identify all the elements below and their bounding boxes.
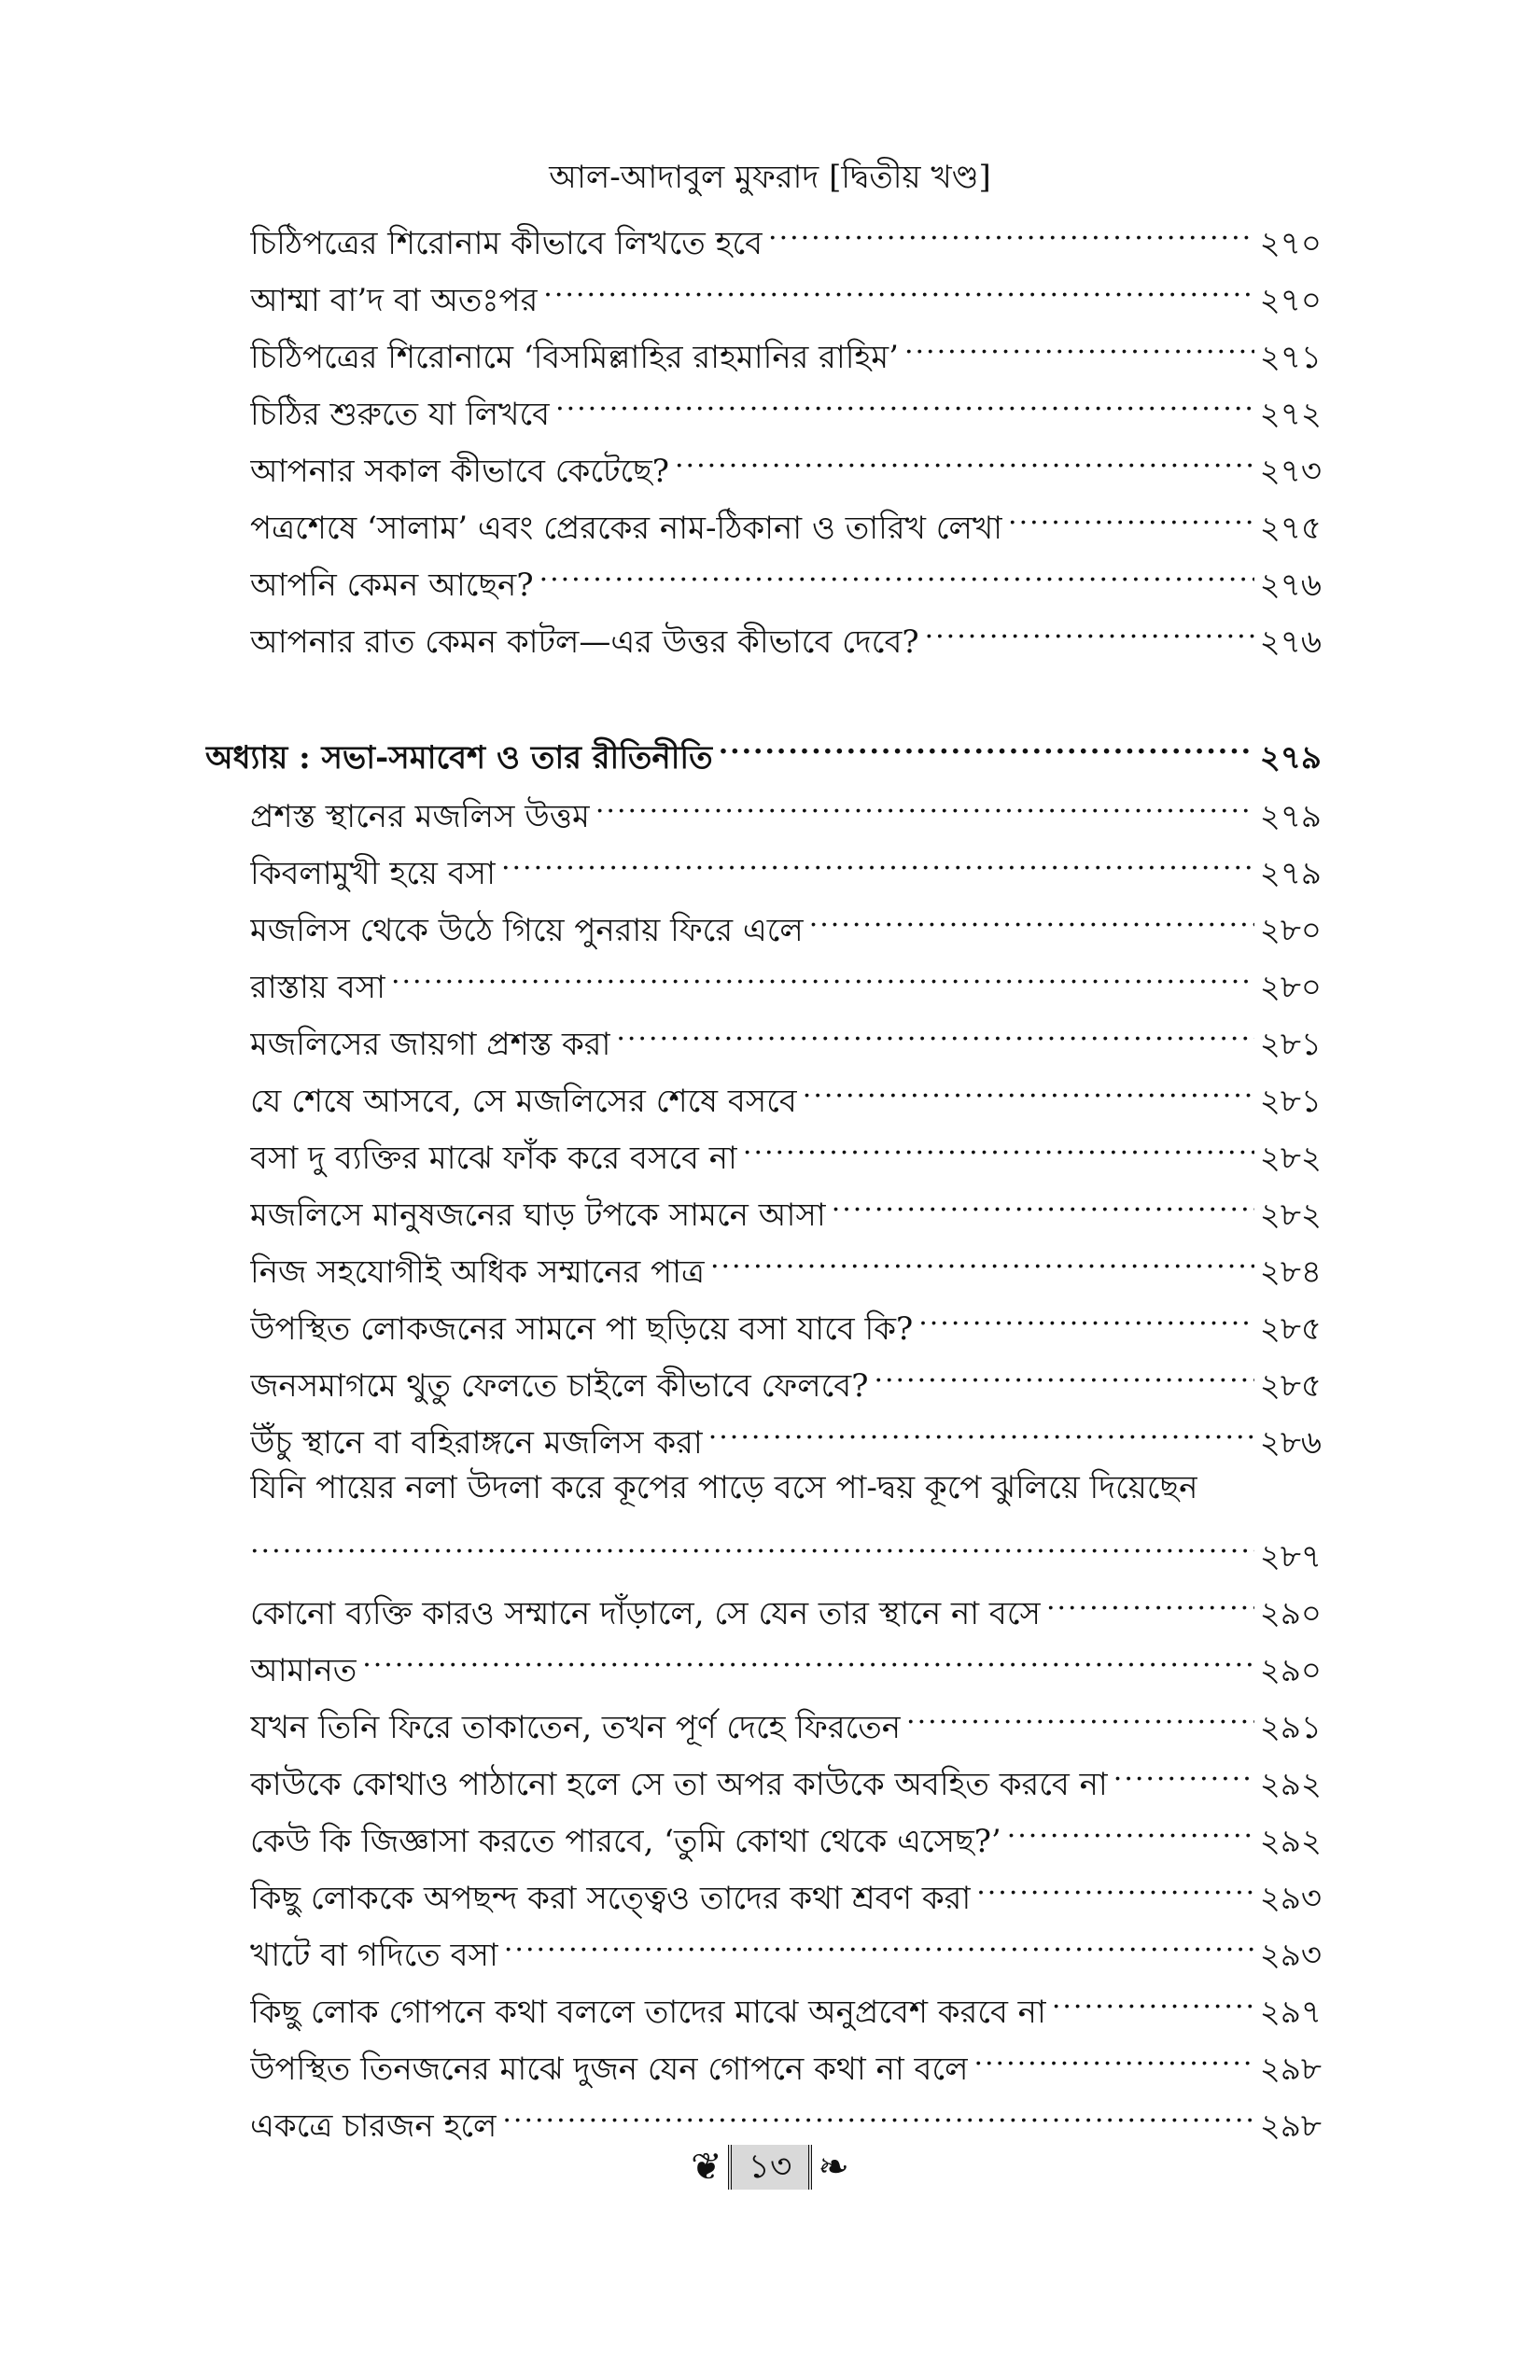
dot-leader — [973, 2035, 1253, 2079]
toc-entry[interactable] — [250, 1181, 1322, 1238]
toc-entry-title: প্রশস্ত স্থানের মজলিস উত্তম — [250, 798, 590, 835]
toc-entry-title: উপস্থিত তিনজনের মাঝে দুজন যেন গোপনে কথা না বলে — [250, 2051, 969, 2088]
chapter-title: অধ্যায় : সভা-সমাবেশ ও তার রীতিনীতি — [205, 739, 713, 777]
toc-entry-page: ২৭৯ — [1259, 798, 1322, 835]
dot-leader — [1007, 1807, 1254, 1852]
toc-entry-page: ২৯৮ — [1259, 2107, 1322, 2145]
dot-leader — [1008, 494, 1254, 539]
toc-entry-title: মজলিস থেকে উঠে গিয়ে পুনরায় ফিরে এলে — [250, 912, 804, 949]
toc-entry[interactable] — [250, 1351, 1322, 1408]
toc-entry[interactable] — [250, 1693, 1322, 1750]
toc-entry-page: ২৯২ — [1259, 1823, 1322, 1860]
book-title: আল-আদাবুল মুফরাদ [দ্বিতীয় খণ্ড] — [549, 159, 991, 196]
toc-entry-title: যিনি পায়ের নলা উদলা করে কূপের পাড়ে বসে পা-দ্বয় কূপে ঝুলিয়ে দিয়েছেন — [250, 1469, 1198, 1506]
dot-leader — [502, 2092, 1253, 2136]
toc-entry-title: চিঠিপত্রের শিরোনাম কীভাবে লিখতে হবে — [250, 225, 763, 262]
dot-leader — [391, 953, 1254, 998]
dot-leader — [809, 896, 1254, 941]
toc-entry-page: ২৭০ — [1259, 282, 1322, 319]
toc-entry-title: মজলিসের জায়গা প্রশস্ত করা — [250, 1026, 611, 1063]
dot-leader — [362, 1636, 1254, 1681]
toc-entry-title: পত্রশেষে ‘সালাম’ এবং প্রেরকের নাম-ঠিকানা ও তারিখ লেখা — [250, 510, 1003, 547]
toc-entry-page: ২৭৩ — [1259, 453, 1322, 490]
toc-entry-page: ২৭০ — [1259, 225, 1322, 262]
toc-entry-title: উঁচু স্থানে বা বহিরাঙ্গনে মজলিস করা — [250, 1424, 703, 1462]
toc-entry[interactable] — [250, 1807, 1322, 1864]
toc-entry[interactable] — [250, 782, 1322, 839]
toc-entry-title: আপনার রাত কেমন কাটল—এর উত্তর কীভাবে দেবে? — [250, 623, 919, 661]
dot-leader — [555, 380, 1254, 425]
toc-entry[interactable] — [250, 1295, 1322, 1351]
toc-entry-title: নিজ সহযোগীই অধিক সম্মানের পাত্র — [250, 1253, 705, 1291]
toc-entry-page: ২৮০ — [1259, 969, 1322, 1006]
toc-entry-page: ২৮৪ — [1259, 1253, 1322, 1291]
toc-entry-title: উপস্থিত লোকজনের সামনে পা ছড়িয়ে বসা যাবে কি? — [250, 1310, 914, 1348]
toc-entry[interactable] — [250, 839, 1322, 896]
toc-entry-title: জনসমাগমে থুতু ফেলতে চাইলে কীভাবে ফেলবে? — [250, 1367, 869, 1405]
toc-entry-title: আম্মা বা’দ বা অতঃপর — [250, 282, 539, 319]
toc-entry-title: কোনো ব্যক্তি কারও সম্মানে দাঁড়ালে, সে যেন তার স্থানে না বসে — [250, 1595, 1041, 1632]
dot-leader — [719, 723, 1254, 768]
toc-entry-page: ২৯৭ — [1259, 1994, 1322, 2031]
toc-entry-page: ২৭১ — [1259, 339, 1322, 376]
dot-leader — [904, 323, 1254, 368]
dot-leader — [539, 551, 1254, 595]
toc-entry[interactable] — [250, 380, 1322, 437]
left-ornament-icon: ❦ — [691, 2146, 722, 2189]
dot-leader — [501, 839, 1254, 884]
toc-entry[interactable] — [250, 209, 1322, 266]
dot-leader — [708, 1408, 1254, 1453]
toc-entry-title: আপনি কেমন আছেন? — [250, 567, 534, 604]
toc-entry[interactable] — [250, 2035, 1322, 2092]
toc-entry-title: আমানত — [250, 1652, 357, 1689]
toc-entry-title: বসা দু ব্যক্তির মাঝে ফাঁক করে বসবে না — [250, 1140, 737, 1177]
toc-entry-title: একত্রে চারজন হলে — [250, 2107, 497, 2145]
toc-entry-title: যে শেষে আসবে, সে মজলিসের শেষে বসবে — [250, 1083, 797, 1120]
toc-entry[interactable] — [250, 1750, 1322, 1807]
toc-entry-title: কিছু লোককে অপছন্দ করা সত্ত্বেও তাদের কথা শ্রবণ করা — [250, 1880, 972, 1917]
toc-entry-page: ২৯৩ — [1259, 1880, 1322, 1917]
toc-entry[interactable] — [250, 1864, 1322, 1921]
dot-leader — [250, 1522, 1254, 1567]
toc-entry[interactable] — [250, 608, 1322, 665]
toc-entry-page: ২৭২ — [1259, 396, 1322, 433]
toc-entry-title: যখন তিনি ফিরে তাকাতেন, তখন পূর্ণ দেহে ফিরতেন — [250, 1709, 902, 1746]
toc-entry[interactable] — [250, 1921, 1322, 1978]
toc-entry-page: ২৮৭ — [1259, 1538, 1322, 1575]
toc-entry-page: ২৭৬ — [1259, 623, 1322, 661]
toc-entry[interactable] — [250, 1238, 1322, 1295]
toc-entry-title: চিঠির শুরুতে যা লিখবে — [250, 396, 551, 433]
toc-entry-title: আপনার সকাল কীভাবে কেটেছে? — [250, 453, 670, 490]
toc-entry-page: ২৯৩ — [1259, 1937, 1322, 1974]
dot-leader — [675, 437, 1254, 482]
toc-entry[interactable] — [250, 1408, 1322, 1465]
dot-leader — [874, 1351, 1253, 1396]
toc-entry-page: ২৭৯ — [1259, 855, 1322, 892]
toc-entry[interactable] — [250, 266, 1322, 323]
toc-entry-page: ২৯১ — [1259, 1709, 1322, 1746]
toc-entry-title: খাটে বা গদিতে বসা — [250, 1937, 498, 1974]
toc-entry[interactable] — [250, 1579, 1322, 1636]
toc-entry[interactable] — [250, 494, 1322, 551]
toc-entry-page: ২৮২ — [1259, 1140, 1322, 1177]
dot-leader — [710, 1238, 1254, 1282]
dot-leader — [918, 1295, 1254, 1339]
toc-entry-wrapped-line-2[interactable] — [250, 1522, 1322, 1579]
toc-entry-title: চিঠিপত্রের শিরোনামে ‘বিসমিল্লাহির রাহমানির রাহিম’ — [250, 339, 899, 376]
toc-entry-title: মজলিসে মানুষজনের ঘাড় টপকে সামনে আসা — [250, 1197, 826, 1234]
toc-entry-page: ২৮৬ — [1259, 1424, 1322, 1462]
toc-entry-title: কিছু লোক গোপনে কথা বললে তাদের মাঝে অনুপ্রবেশ করবে না — [250, 1994, 1046, 2031]
toc-entry-title: কিবলামুখী হয়ে বসা — [250, 855, 496, 892]
dot-leader — [832, 1181, 1254, 1225]
toc-entry-page: ২৮১ — [1259, 1026, 1322, 1063]
toc-entry-page: ২৮২ — [1259, 1197, 1322, 1234]
page-number: ১৩ — [728, 2145, 813, 2190]
toc-entry-page: ২৭৫ — [1259, 510, 1322, 547]
toc-entry[interactable] — [250, 1124, 1322, 1181]
toc-entry-page: ২৮৫ — [1259, 1367, 1322, 1405]
toc-entry-title: রাস্তায় বসা — [250, 969, 385, 1006]
toc-entry[interactable] — [250, 896, 1322, 953]
right-ornament-icon: ❧ — [818, 2146, 849, 2189]
toc-entry[interactable] — [250, 1636, 1322, 1693]
dot-leader — [743, 1124, 1254, 1169]
dot-leader — [976, 1864, 1254, 1909]
toc-entry[interactable] — [250, 323, 1322, 380]
page-footer — [0, 2145, 1540, 2190]
dot-leader — [543, 266, 1253, 311]
dot-leader — [616, 1010, 1253, 1055]
toc-entry[interactable] — [250, 437, 1322, 494]
toc-entry-page: ২৮৫ — [1259, 1310, 1322, 1348]
chapter-heading[interactable] — [205, 723, 1322, 780]
toc-entry[interactable] — [250, 551, 1322, 608]
dot-leader — [803, 1067, 1254, 1112]
toc-entry-page: ২৯০ — [1259, 1652, 1322, 1689]
toc-entry[interactable] — [250, 1978, 1322, 2035]
dot-leader — [1113, 1750, 1254, 1795]
toc-entry-wrapped-line-1[interactable] — [250, 1465, 1322, 1510]
toc-entry[interactable] — [250, 2092, 1322, 2149]
toc-entry[interactable] — [250, 1010, 1322, 1067]
toc-entry[interactable] — [250, 953, 1322, 1010]
toc-entry-page: ২৮০ — [1259, 912, 1322, 949]
toc-entry-page: ২৯৮ — [1259, 2051, 1322, 2088]
dot-leader — [906, 1693, 1254, 1738]
toc-entry[interactable] — [250, 1067, 1322, 1124]
toc-entry-page: ২৯০ — [1259, 1595, 1322, 1632]
dot-leader — [768, 209, 1254, 254]
chapter-page: ২৭৯ — [1259, 739, 1322, 777]
toc-entry-page: ২৯২ — [1259, 1766, 1322, 1803]
dot-leader — [1052, 1978, 1254, 2023]
toc-entry-page: ২৮১ — [1259, 1083, 1322, 1120]
toc-entry-page: ২৭৬ — [1259, 567, 1322, 604]
dot-leader — [504, 1921, 1254, 1966]
dot-leader — [1046, 1579, 1254, 1624]
toc-entry-title: কেউ কি জিজ্ঞাসা করতে পারবে, ‘তুমি কোথা থেকে এসেছ?’ — [250, 1823, 1001, 1860]
dot-leader — [595, 782, 1254, 827]
toc-entry-title: কাউকে কোথাও পাঠানো হলে সে তা অপর কাউকে অবহিত করবে না — [250, 1766, 1108, 1803]
dot-leader — [925, 608, 1254, 652]
